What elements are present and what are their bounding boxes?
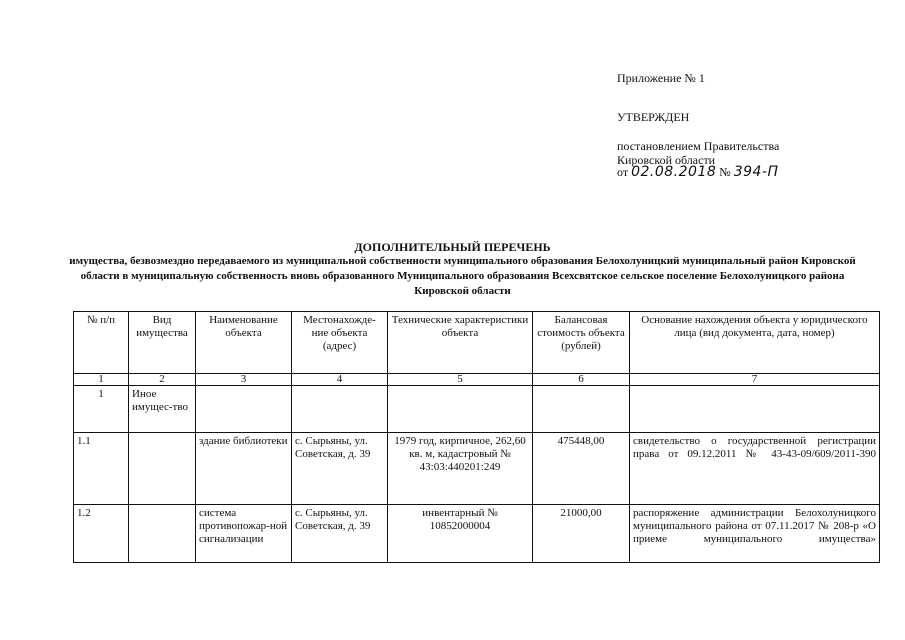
column-number: 5	[388, 374, 533, 386]
handwritten-date: 02.08.2018	[631, 164, 717, 180]
name-cell: здание библиотеки	[196, 433, 292, 505]
handwritten-number: 394-П	[733, 164, 779, 180]
column-number: 7	[630, 374, 880, 386]
column-number: 1	[74, 374, 129, 386]
address-cell	[292, 386, 388, 433]
tech-cell: 1979 год, кирпичное, 262,60 кв. м, кадастровый № 43:03:440201:249	[388, 433, 533, 505]
value-cell	[533, 386, 630, 433]
table-row	[74, 433, 880, 505]
header-cell: Основание нахождения объекта у юридического лица (вид документа, дата, номер)	[630, 312, 880, 374]
name-cell	[196, 386, 292, 433]
kind-cell	[129, 433, 196, 505]
tech-cell	[388, 386, 533, 433]
address-cell: с. Сырьяны, ул. Советская, д. 39	[292, 505, 388, 563]
basis-cell: свидетельство о государственной регистрации права от 09.12.2011 № 43-43-09/609/2011-390	[630, 433, 880, 505]
document-title: ДОПОЛНИТЕЛЬНЫЙ ПЕРЕЧЕНЬ	[354, 240, 551, 254]
table-header-row	[74, 312, 880, 374]
header-cell: Балансовая стоимость объекта (рублей)	[533, 312, 630, 374]
document-subtitle: имущества, безвозмездно передаваемого из муниципальной собственности муниципального образования Белохолуницкий муниципальный район Кировской области в муниципальную собственность вновь образованного Муниципального образования Всехсвятское сельское поселение Белохолуницкого района Кировской области	[69, 255, 856, 297]
table-row	[74, 505, 880, 563]
header-cell: Технические характеристики объекта	[388, 312, 533, 374]
kind-cell: Иное имущес-тво	[129, 386, 196, 433]
column-number: 4	[292, 374, 388, 386]
column-number: 3	[196, 374, 292, 386]
value-cell: 475448,00	[533, 433, 630, 505]
table-row	[74, 386, 880, 433]
row-number-cell: 1	[74, 386, 129, 433]
header-cell: Местонахожде-ние объекта (адрес)	[292, 312, 388, 374]
name-cell: система противопожар-ной сигнализации	[196, 505, 292, 563]
header-cell: № п/п	[74, 312, 129, 374]
column-number: 6	[533, 374, 630, 386]
header-cell: Вид имущества	[129, 312, 196, 374]
resolution-text: постановлением Правительства Кировской области	[617, 139, 780, 167]
tech-cell: инвентарный № 10852000004	[388, 505, 533, 563]
header-cell: Наименование объекта	[196, 312, 292, 374]
value-cell: 21000,00	[533, 505, 630, 563]
row-number-cell: 1.1	[74, 433, 129, 505]
basis-cell: распоряжение администрации Белохолуницкого муниципального района от 07.11.2017 № 208-р «О приеме муниципального имущества»	[630, 505, 880, 563]
resolution-date-line	[617, 165, 779, 179]
property-table	[73, 311, 880, 563]
date-prefix: от	[617, 165, 629, 179]
approved-label: УТВЕРЖДЕН	[617, 110, 690, 124]
appendix-label: Приложение № 1	[617, 71, 705, 85]
kind-cell	[129, 505, 196, 563]
number-prefix: №	[719, 165, 731, 179]
address-cell: с. Сырьяны, ул. Советская, д. 39	[292, 433, 388, 505]
column-number: 2	[129, 374, 196, 386]
column-number-row	[74, 374, 880, 386]
basis-cell	[630, 386, 880, 433]
row-number-cell: 1.2	[74, 505, 129, 563]
